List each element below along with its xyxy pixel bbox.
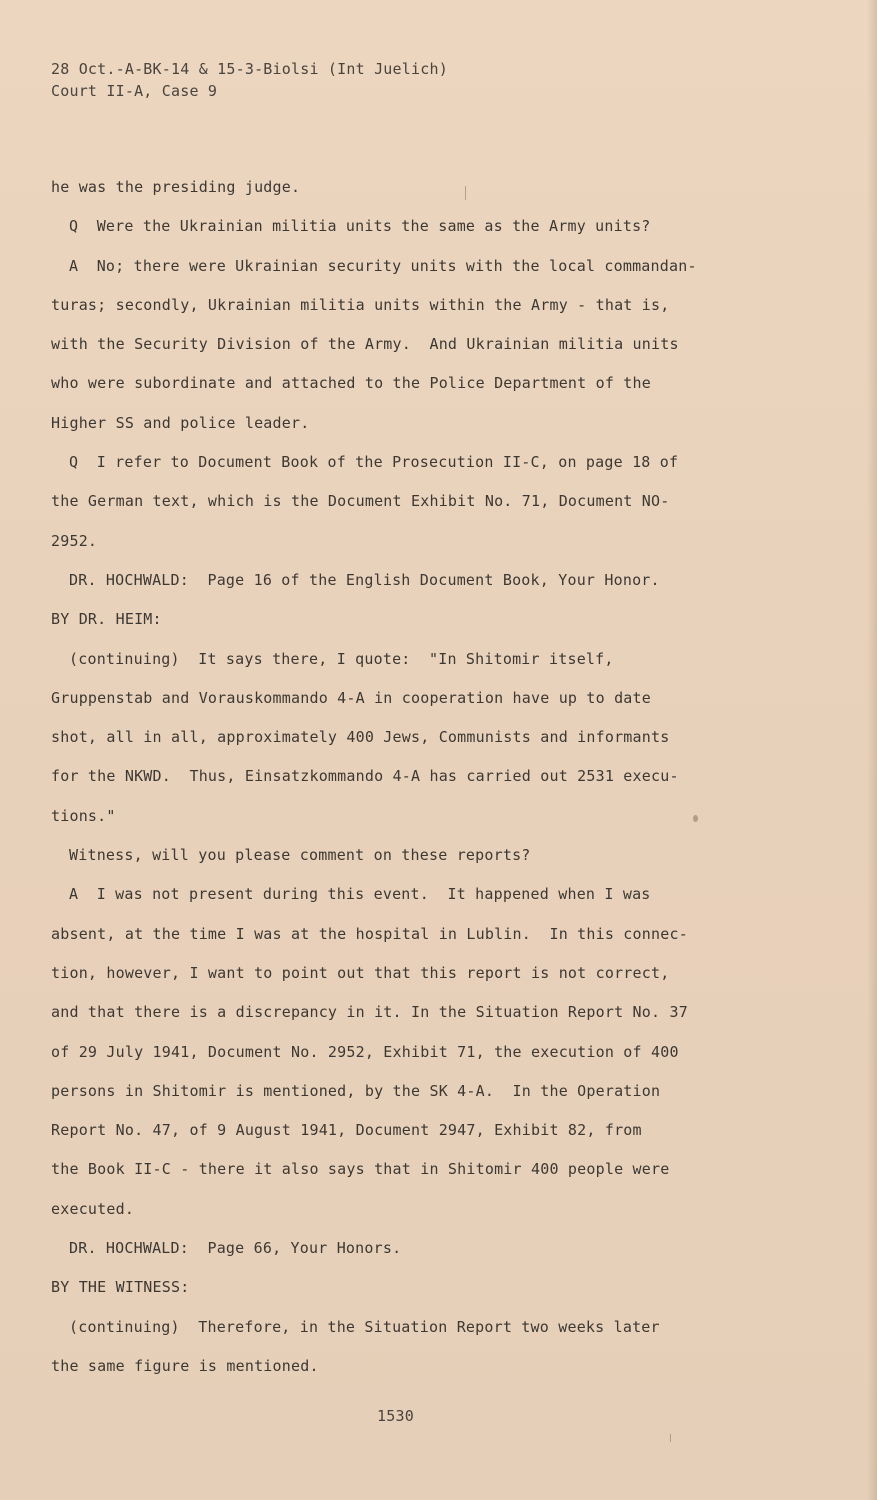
transcript-line: BY DR. HEIM: [51,610,162,629]
transcript-line: absent, at the time I was at the hospital in Lublin. In this connec- [51,924,688,943]
transcript-line: A No; there were Ukrainian security units with the local commandan- [69,256,697,275]
document-header [51,58,448,102]
transcript-line: A I was not present during this event. It happened when I was [69,885,651,904]
page-number: 1530 [377,1407,414,1425]
transcript-line: turas; secondly, Ukrainian militia units within the Army - that is, [51,295,670,314]
transcript-line: with the Security Division of the Army. And Ukrainian militia units [51,335,679,354]
transcript-line: and that there is a discrepancy in it. In the Situation Report No. 37 [51,1003,688,1022]
transcript-line: Report No. 47, of 9 August 1941, Document 2947, Exhibit 82, from [51,1121,642,1140]
transcript-line: executed. [51,1199,135,1218]
transcript-line: Witness, will you please comment on these reports? [69,846,531,865]
transcript-line: the Book II-C - there it also says that in Shitomir 400 people were [51,1160,670,1179]
transcript-line: DR. HOCHWALD: Page 16 of the English Document Book, Your Honor. [69,570,660,589]
transcript-body [51,176,741,1394]
transcript-line: 2952. [51,531,98,550]
transcript-line: persons in Shitomir is mentioned, by the SK 4-A. In the Operation [51,1081,661,1100]
transcript-line: Higher SS and police leader. [51,413,310,432]
header-line-1: 28 Oct.-A-BK-14 & 15-3-Biolsi (Int Juelich) [51,60,448,78]
transcript-line: Q I refer to Document Book of the Prosecution II-C, on page 18 of [69,453,679,472]
transcript-line: of 29 July 1941, Document No. 2952, Exhibit 71, the execution of 400 [51,1042,679,1061]
transcript-line: shot, all in all, approximately 400 Jews, Communists and informants [51,728,670,747]
transcript-line: for the NKWD. Thus, Einsatzkommando 4-A has carried out 2531 execu- [51,767,679,786]
transcript-line: (continuing) Therefore, in the Situation Report two weeks later [69,1317,660,1336]
transcript-line: BY THE WITNESS: [51,1278,190,1297]
transcript-line: DR. HOCHWALD: Page 66, Your Honors. [69,1239,402,1258]
transcript-line: tion, however, I want to point out that this report is not correct, [51,963,670,982]
transcript-line: Q Were the Ukrainian militia units the same as the Army units? [69,217,651,236]
paper-mark [465,186,466,200]
transcript-line: he was the presiding judge. [51,178,301,196]
paper-speck [693,815,698,822]
transcript-line: (continuing) It says there, I quote: "In Shitomir itself, [69,649,614,668]
paper-mark [670,1434,671,1442]
transcript-line: Gruppenstab and Vorauskommando 4-A in cooperation have up to date [51,688,651,707]
page-edge-shadow [867,0,877,1500]
header-line-2: Court II-A, Case 9 [51,82,218,100]
transcript-line: who were subordinate and attached to the Police Department of the [51,374,651,393]
transcript-line: the German text, which is the Document Exhibit No. 71, Document NO- [51,492,670,511]
transcript-line: tions." [51,806,116,825]
transcript-line: the same figure is mentioned. [51,1356,319,1375]
